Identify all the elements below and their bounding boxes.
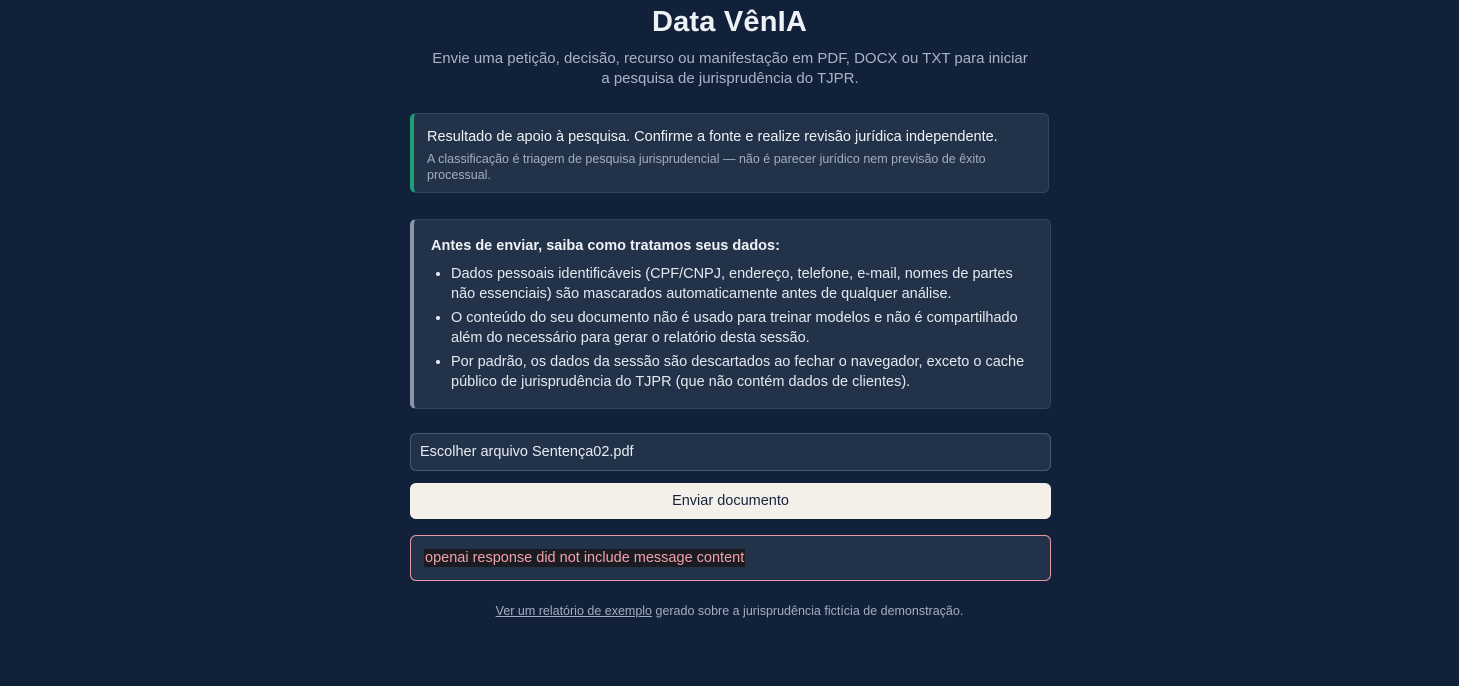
notice-sub-text: A classificação é triagem de pesquisa jurisprudencial — não é parecer jurídico nem previsão de êxito processual. [427,152,986,182]
privacy-heading: Antes de enviar, saiba como tratamos seus dados: [431,238,780,254]
footer-rest-text: gerado sobre a jurisprudência fictícia de demonstração. [652,604,964,618]
error-message-text: openai response did not include message content [425,550,745,566]
privacy-item-training: • O conteúdo do seu documento não é usado para treinar modelos e não é compartilhado além do necessário para gerar o relatório desta sessão. [451,308,1030,348]
error-message-box [410,535,1051,581]
footer-note [0,604,1459,618]
example-report-link[interactable]: Ver um relatório de exemplo [495,604,653,618]
page-subtitle: Envie uma petição, decisão, recurso ou manifestação em PDF, DOCX ou TXT para iniciar a pesquisa de jurisprudência do TJPR. [432,50,1028,87]
privacy-info-panel [410,219,1051,409]
privacy-item-masking: • Dados pessoais identificáveis (CPF/CNPJ, endereço, telefone, e-mail, nomes de partes não essenciais) são mascarados automaticamente antes de qualquer análise. [451,264,1030,304]
file-input[interactable] [410,433,1051,471]
selected-file-name: Sentença02.pdf [532,444,634,460]
research-disclaimer-notice [410,113,1049,193]
choose-file-button[interactable]: Escolher arquivo [420,444,528,460]
submit-document-button[interactable]: Enviar documento [410,483,1051,519]
notice-main-text: Resultado de apoio à pesquisa. Confirme a fonte e realize revisão jurídica independente. [427,129,998,145]
privacy-item-retention: • Por padrão, os dados da sessão são descartados ao fechar o navegador, exceto o cache público de jurisprudência do TJPR (que não contém dados de clientes). [451,352,1030,392]
page-title: Data VênIA [651,6,808,38]
privacy-list [431,264,1030,392]
